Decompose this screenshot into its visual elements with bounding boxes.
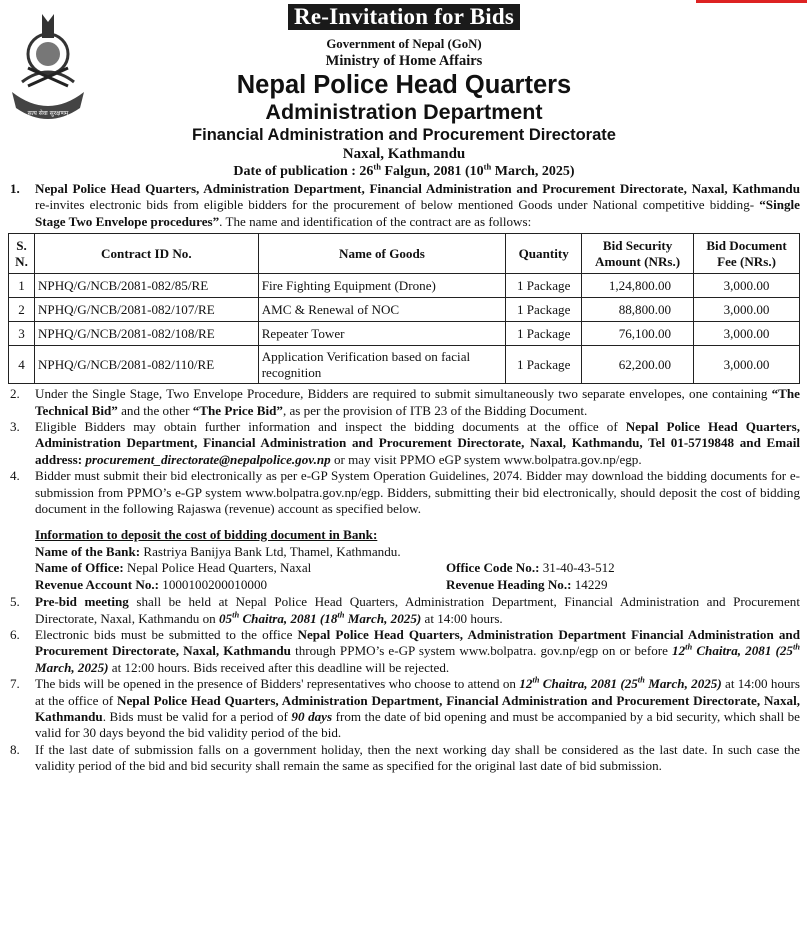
- item-number: 4.: [10, 468, 20, 484]
- cell-sn: 1: [9, 274, 35, 298]
- notice-page: [8, 4, 800, 948]
- cell-fee: 3,000.00: [694, 346, 800, 384]
- office-code-line: Office Code No.: 31-40-43-512: [446, 560, 615, 576]
- cell-quantity: 1 Package: [506, 274, 582, 298]
- table-row: [9, 274, 800, 298]
- header: [8, 36, 800, 181]
- cell-goods: Repeater Tower: [258, 322, 506, 346]
- nepal-police-emblem-icon: [8, 12, 86, 124]
- cell-fee: 3,000.00: [694, 322, 800, 346]
- cell-sn: 4: [9, 346, 35, 384]
- cell-goods: Application Verification based on facial recognition: [258, 346, 506, 384]
- publication-date: Date of publication : 26th Falgun, 2081 (10th March, 2025): [233, 161, 575, 179]
- header-quantity: Quantity: [506, 234, 582, 274]
- item-5: 5. Pre-bid meeting shall be held at Nepal Police Head Quarters, Administration Department, Financial Administration and Procurement Directorate, Naxal, Kathmandu on 05th Chaitra, 2081 (18th March, 2025) at 14:00 hours.: [10, 594, 800, 626]
- bank-name-line: Name of the Bank: Rastriya Banijya Bank Ltd, Thamel, Kathmandu.: [35, 543, 401, 559]
- table-row: [9, 322, 800, 346]
- item-4: 4. Bidder must submit their bid electronically as per e-GP System Operation Guidelines, 2074. Bidder may download the bidding documents for e-submission from PPMO’s e-GP system www.bolpatra.gov.np/egp. Bidders, submitting their bid electronically, should deposit the cost of bidding document in the following Rajaswa (revenue) account as specified below.: [10, 468, 800, 517]
- bank-info: [8, 527, 800, 593]
- header-location: Naxal, Kathmandu: [342, 146, 466, 162]
- item-number: 5.: [10, 594, 20, 610]
- header-sn: S. N.: [9, 234, 35, 274]
- emblem-ribbon-text-2: सत्य सेवा सुरक्षणम्: [27, 110, 69, 117]
- item-number: 7.: [10, 676, 20, 692]
- item-2: 2. Under the Single Stage, Two Envelope Procedure, Bidders are required to submit simultaneously two separate envelopes, one containing “The Technical Bid” and the other “The Price Bid”, as per the provision of ITB 23 of the Bidding Document.: [10, 386, 800, 418]
- cell-quantity: 1 Package: [506, 298, 582, 322]
- cell-contract-id: NPHQ/G/NCB/2081-082/108/RE: [34, 322, 258, 346]
- item-1: 1. Nepal Police Head Quarters, Administration Department, Financial Administration and Procurement Directorate, Naxal, Kathmandu re-invites electronic bids from eligible bidders for the procurement of below mentioned Goods under National competitive bidding- “Single Stage Two Envelope procedures”. The name and identification of the contract are as follows:: [10, 181, 800, 229]
- cell-quantity: 1 Package: [506, 346, 582, 384]
- header-dept: Administration Department: [265, 100, 543, 124]
- cell-security: 88,800.00: [582, 298, 694, 322]
- table-row: [9, 346, 800, 384]
- item-6: 6. Electronic bids must be submitted to the office Nepal Police Head Quarters, Administration Department Financial Administration and Procurement Directorate, Naxal, Kathmandu through PPMO’s e-GP system www.bolpatra. gov.np/egp on or before 12th Chaitra, 2081 (25th March, 2025) at 12:00 hours. Bids received after this deadline will be rejected.: [10, 626, 801, 675]
- cell-security: 62,200.00: [582, 346, 694, 384]
- item-8: 8. If the last date of submission falls on a government holiday, then the next working day shall be considered as the last date. In such case the validity period of the bid and bid security shall remain the same as specified for the original last date of bid submission.: [10, 741, 800, 774]
- revenue-account-line: Revenue Account No.: 1000100200010000: [35, 576, 268, 592]
- cell-contract-id: NPHQ/G/NCB/2081-082/110/RE: [34, 346, 258, 384]
- header-contract-id: Contract ID No.: [34, 234, 258, 274]
- header-document-fee: Bid Document Fee (NRs.): [694, 234, 800, 274]
- office-name-line: Name of Office: Nepal Police Head Quarters, Naxal: [35, 560, 312, 576]
- header-bid-security: Bid Security Amount (NRs.): [582, 234, 694, 274]
- cell-sn: 2: [9, 298, 35, 322]
- cell-fee: 3,000.00: [694, 298, 800, 322]
- header-org: Nepal Police Head Quarters: [236, 71, 572, 99]
- revenue-heading-line: Revenue Heading No.: 14229: [446, 576, 608, 592]
- item-number: 6.: [10, 626, 20, 642]
- emblem-ribbon-text-1: नेपाल प्रहरी: [33, 98, 63, 106]
- cell-security: 76,100.00: [582, 322, 694, 346]
- bank-info-title: Information to deposit the cost of bidding document in Bank:: [35, 527, 378, 543]
- item-number: 1.: [10, 181, 20, 196]
- cell-fee: 3,000.00: [694, 274, 800, 298]
- cell-quantity: 1 Package: [506, 322, 582, 346]
- item-7: 7. The bids will be opened in the presence of Bidders' representatives who choose to attend on 12th Chaitra, 2081 (25th March, 2025) at 14:00 hours at the office of Nepal Police Head Quarters, Administration Department, Financial Administration and Procurement Directorate, Naxal, Kathmandu. Bids must be valid for a period of 90 days from the date of bid opening and must be accompanied by a bid security, which shall be valid for 30 days beyond the bid validity period of the bid.: [10, 674, 800, 741]
- contracts-table: [8, 233, 800, 384]
- item-3: 3. Eligible Bidders may obtain further information and inspect the bidding documents at the office of Nepal Police Head Quarters, Administration Department, Financial Administration and Procurement Directorate, Naxal, Kathmandu, Tel 01-5719848 and Email address: procurement_directorate@nepalpolice.gov.np or may visit PPMO eGP system www.bolpatra.gov.np/egp.: [10, 419, 800, 467]
- cell-goods: Fire Fighting Equipment (Drone): [258, 274, 506, 298]
- cell-sn: 3: [9, 322, 35, 346]
- header-gov: Government of Nepal (GoN): [326, 37, 482, 51]
- table-row: [9, 298, 800, 322]
- item-number: 2.: [10, 386, 20, 402]
- header-ministry: Ministry of Home Affairs: [325, 53, 483, 69]
- table-header-row: [9, 234, 800, 274]
- cell-goods: AMC & Renewal of NOC: [258, 298, 506, 322]
- item-number: 8.: [10, 741, 20, 757]
- header-goods: Name of Goods: [258, 234, 506, 274]
- cell-contract-id: NPHQ/G/NCB/2081-082/107/RE: [34, 298, 258, 322]
- header-directorate: Financial Administration and Procurement Directorate: [192, 126, 616, 144]
- corner-mark: [696, 0, 807, 3]
- item-number: 3.: [10, 419, 20, 435]
- cell-security: 1,24,800.00: [582, 274, 694, 298]
- contact-email: procurement_directorate@nepalpolice.gov.np: [85, 451, 331, 467]
- cell-contract-id: NPHQ/G/NCB/2081-082/85/RE: [34, 274, 258, 298]
- banner-title: Re-Invitation for Bids: [288, 4, 520, 30]
